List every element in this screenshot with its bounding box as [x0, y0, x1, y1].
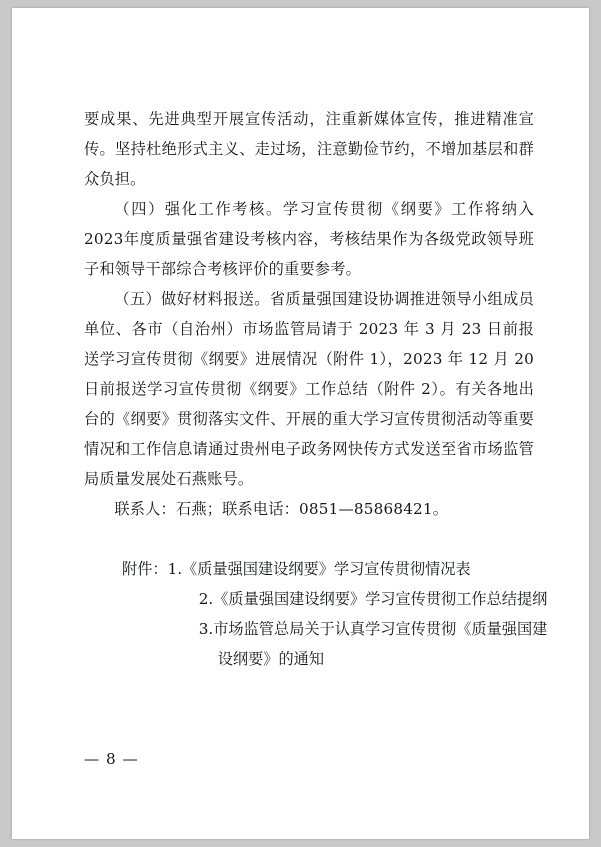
paragraph-item-five: （五）做好材料报送。省质量强国建设协调推进领导小组成员单位、各市（自治州）市场监管局请于 2023 年 3 月 23 日前报送学习宣传贯彻《纲要》进展情况（附件 1），2023 年 12 月 20 日前报送学习宣传贯彻《纲要》工作总结（附件 2）。有关各地出台的《纲要》贯彻落实文件、开展的重大学习宣传贯彻活动等重要情况和工作信息请通过贵州电子政务网快传方式发送至省市场监管局质量发展处石燕账号。	[84, 290, 534, 488]
attachments-label: 附件：	[122, 560, 168, 578]
attachment-item-continuation: 设纲要》的通知	[217, 650, 325, 668]
document-body	[84, 104, 548, 674]
page-number: — 8 —	[84, 750, 139, 768]
attachment-item: 3.市场监管总局关于认真学习宣传贯彻《质量强国建	[198, 620, 548, 638]
document-page	[12, 8, 589, 839]
attachment-item: 2.《质量强国建设纲要》学习宣传贯彻工作总结提纲	[198, 590, 548, 608]
attachment-item: 1.《质量强国建设纲要》学习宣传贯彻情况表	[167, 560, 471, 578]
attachments-block	[84, 554, 548, 674]
attachments-list	[168, 554, 548, 674]
paragraph-item-four: （四）强化工作考核。学习宣传贯彻《纲要》工作将纳入2023年度质量强省建设考核内容，考核结果作为各级党政领导班子和领导干部综合考核评价的重要参考。	[84, 200, 534, 278]
paragraph-contact: 联系人：石燕；联系电话：0851—85868421。	[114, 500, 449, 518]
attachments-row	[84, 554, 548, 674]
paragraph-continuation: 要成果、先进典型开展宣传活动，注重新媒体宣传，推进精准宣传。坚持杜绝形式主义、走过场，注意勤俭节约，不增加基层和群众负担。	[84, 110, 534, 188]
